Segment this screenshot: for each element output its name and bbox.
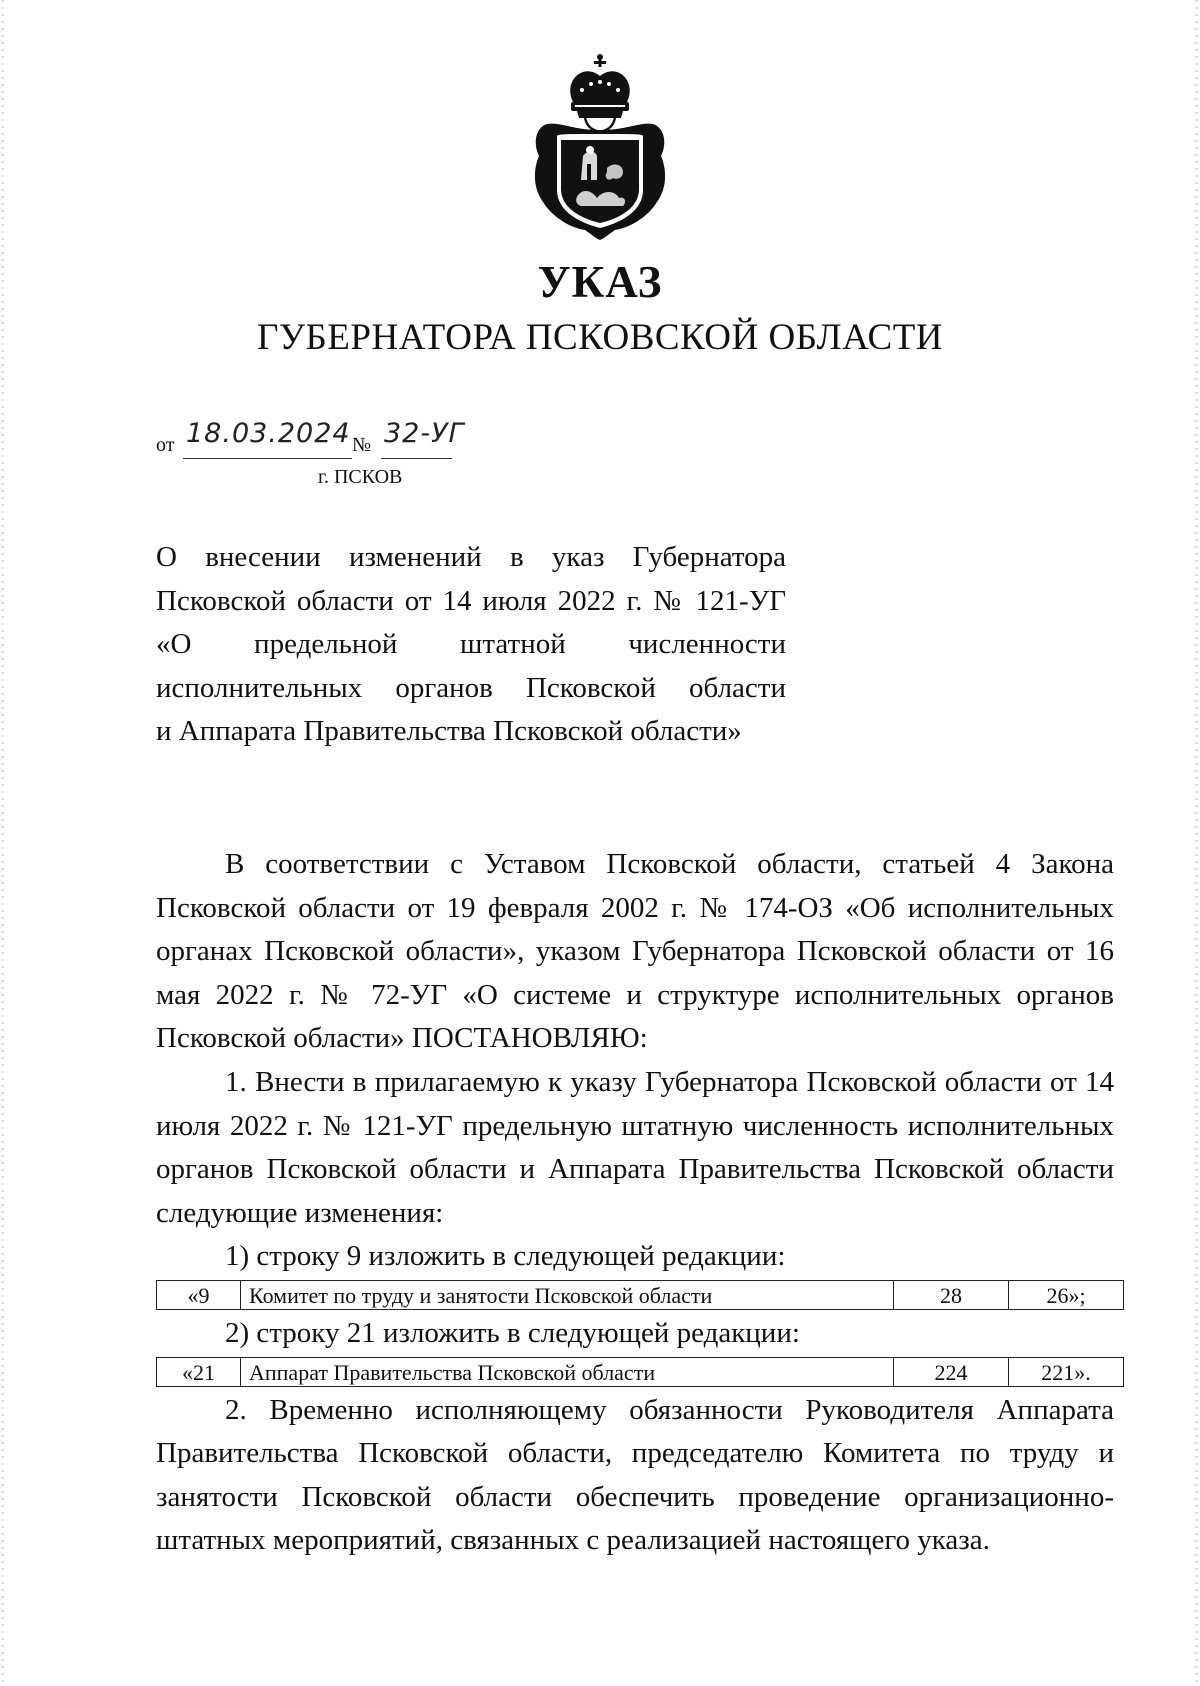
subject-line: и Аппарата Правительства Псковской области» bbox=[156, 715, 742, 748]
document-date-number bbox=[156, 418, 516, 462]
subject-line: исполнительных органов Псковской области bbox=[156, 671, 786, 704]
row-name-cell: Комитет по труду и занятости Псковской области bbox=[241, 1280, 894, 1309]
row-value-cell: 26»; bbox=[1009, 1280, 1124, 1309]
row-value-cell: 224 bbox=[894, 1357, 1009, 1386]
date-underline bbox=[183, 458, 352, 459]
subject-line: Псковской области от 14 июля 2022 г. № 121-УГ bbox=[156, 584, 786, 617]
table-row bbox=[157, 1357, 1124, 1386]
date-prefix: от bbox=[156, 434, 175, 456]
document-subject bbox=[156, 536, 786, 754]
amendment-table-2 bbox=[156, 1357, 1114, 1387]
row-number-cell: «21 bbox=[157, 1357, 241, 1386]
document-issuer: ГУБЕРНАТОРА ПСКОВСКОЙ ОБЛАСТИ bbox=[256, 317, 944, 358]
number-prefix: № bbox=[352, 434, 372, 456]
document-city: г. ПСКОВ bbox=[318, 466, 403, 488]
subject-line: О внесении изменений в указ Губернатора bbox=[156, 541, 786, 573]
row-number-cell: «9 bbox=[157, 1280, 241, 1309]
coat-of-arms-icon bbox=[527, 52, 673, 242]
table-row bbox=[157, 1280, 1124, 1309]
number-underline bbox=[381, 458, 452, 459]
handwritten-number: 32-УГ bbox=[384, 418, 465, 449]
handwritten-date: 18.03.2024 bbox=[186, 418, 351, 449]
item-2-paragraph: 2. Временно исполняющему обязанности Руководителя Аппарата Правительства Псковской области, председателю Комитета по труду и занятости Псковской области обеспечить проведение организационно-штатных мероприятий, связанных с реализацией настоящего указа. bbox=[156, 1393, 1114, 1557]
subject-line: «О предельной штатной численности bbox=[156, 628, 786, 661]
document-body bbox=[156, 843, 1114, 1563]
row-value-cell: 28 bbox=[894, 1280, 1009, 1309]
preamble-paragraph: В соответствии с Уставом Псковской области, статьей 4 Закона Псковской области от 19 февраля 2002 г. № 174-ОЗ «Об исполнительных органах Псковской области», указом Губернатора Псковской области от 16 мая 2022 г. № 72-УГ «О системе и структуре исполнительных органов Псковской области» ПОСТАНОВЛЯЮ: bbox=[156, 848, 1114, 1055]
amendment-table-1 bbox=[156, 1280, 1114, 1310]
row-name-cell: Аппарат Правительства Псковской области bbox=[241, 1357, 894, 1386]
subitem-2: 2) строку 21 изложить в следующей редакции: bbox=[225, 1316, 800, 1349]
document-type-title: УКАЗ bbox=[537, 257, 663, 307]
row-value-cell: 221». bbox=[1009, 1357, 1124, 1386]
item-1-paragraph: 1. Внести в прилагаемую к указу Губернатора Псковской области от 14 июля 2022 г. № 121-УГ предельную штатную численность исполнительных органов Псковской области и Аппарата Правительства Псковской области следующие изменения: bbox=[156, 1065, 1114, 1229]
subitem-1: 1) строку 9 изложить в следующей редакции: bbox=[225, 1240, 786, 1273]
